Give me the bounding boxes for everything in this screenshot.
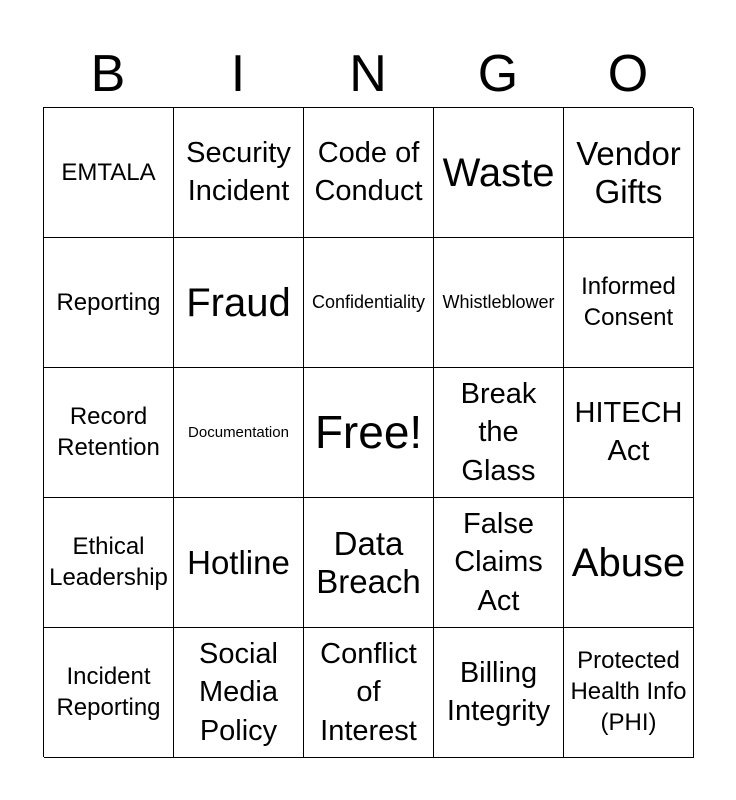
cell-label: Incident Reporting — [56, 662, 161, 721]
cell-label: EMTALA — [61, 158, 156, 186]
bingo-cell[interactable] — [434, 108, 564, 238]
bingo-cell[interactable] — [174, 238, 304, 368]
cell-label: Ethical Leadership — [49, 532, 168, 591]
cell-label: Fraud — [186, 280, 291, 325]
bingo-cell[interactable] — [304, 108, 434, 238]
bingo-cell[interactable] — [174, 108, 304, 238]
header-letter-n: N — [349, 45, 387, 103]
cell-label: Conflict of Interest — [320, 638, 417, 747]
header-letter-g: G — [477, 45, 519, 103]
bingo-cell[interactable] — [434, 628, 564, 758]
cell-label: Abuse — [571, 540, 686, 585]
cell-label: Confidentiality — [311, 292, 426, 313]
bingo-cell[interactable] — [174, 628, 304, 758]
cell-label: Break the Glass — [460, 378, 537, 487]
bingo-cell[interactable] — [44, 238, 174, 368]
cell-label: Billing Integrity — [446, 657, 551, 727]
bingo-cell[interactable] — [434, 238, 564, 368]
header-letter-b: B — [90, 45, 126, 103]
bingo-cell[interactable] — [304, 498, 434, 628]
cell-label: Hotline — [187, 543, 290, 581]
bingo-header — [43, 40, 693, 108]
cell-label: Free! — [314, 406, 423, 459]
bingo-cell[interactable] — [174, 498, 304, 628]
bingo-cell[interactable] — [304, 238, 434, 368]
bingo-cell[interactable] — [44, 498, 174, 628]
bingo-cell[interactable] — [434, 498, 564, 628]
cell-label: Whistleblower — [442, 292, 555, 313]
cell-label: Security Incident — [186, 137, 291, 207]
cell-label: False Claims Act — [454, 508, 543, 617]
bingo-cell[interactable] — [44, 368, 174, 498]
bingo-cell[interactable] — [564, 368, 694, 498]
cell-label: Informed Consent — [581, 272, 676, 331]
cell-label: Documentation — [188, 423, 289, 441]
bingo-cell[interactable] — [564, 108, 694, 238]
cell-label: Reporting — [56, 288, 161, 316]
cell-label: Code of Conduct — [314, 137, 423, 207]
bingo-cell[interactable] — [564, 498, 694, 628]
cell-label: Data Breach — [316, 524, 421, 600]
bingo-cell[interactable] — [564, 628, 694, 758]
header-letter-i: I — [230, 45, 246, 103]
bingo-cell[interactable] — [564, 238, 694, 368]
bingo-cell[interactable] — [44, 628, 174, 758]
free-space-cell[interactable] — [304, 368, 434, 498]
bingo-cell[interactable] — [434, 368, 564, 498]
bingo-cell[interactable] — [44, 108, 174, 238]
cell-label: HITECH Act — [574, 397, 683, 467]
cell-label: Social Media Policy — [199, 638, 278, 747]
bingo-cell[interactable] — [304, 628, 434, 758]
cell-label: Waste — [442, 150, 555, 195]
header-letter-o: O — [607, 45, 649, 103]
bingo-cell[interactable] — [174, 368, 304, 498]
bingo-card-grid — [43, 107, 693, 757]
cell-label: Record Retention — [57, 402, 160, 461]
cell-label: Vendor Gifts — [576, 134, 681, 210]
cell-label: Protected Health Info (PHI) — [570, 647, 687, 736]
